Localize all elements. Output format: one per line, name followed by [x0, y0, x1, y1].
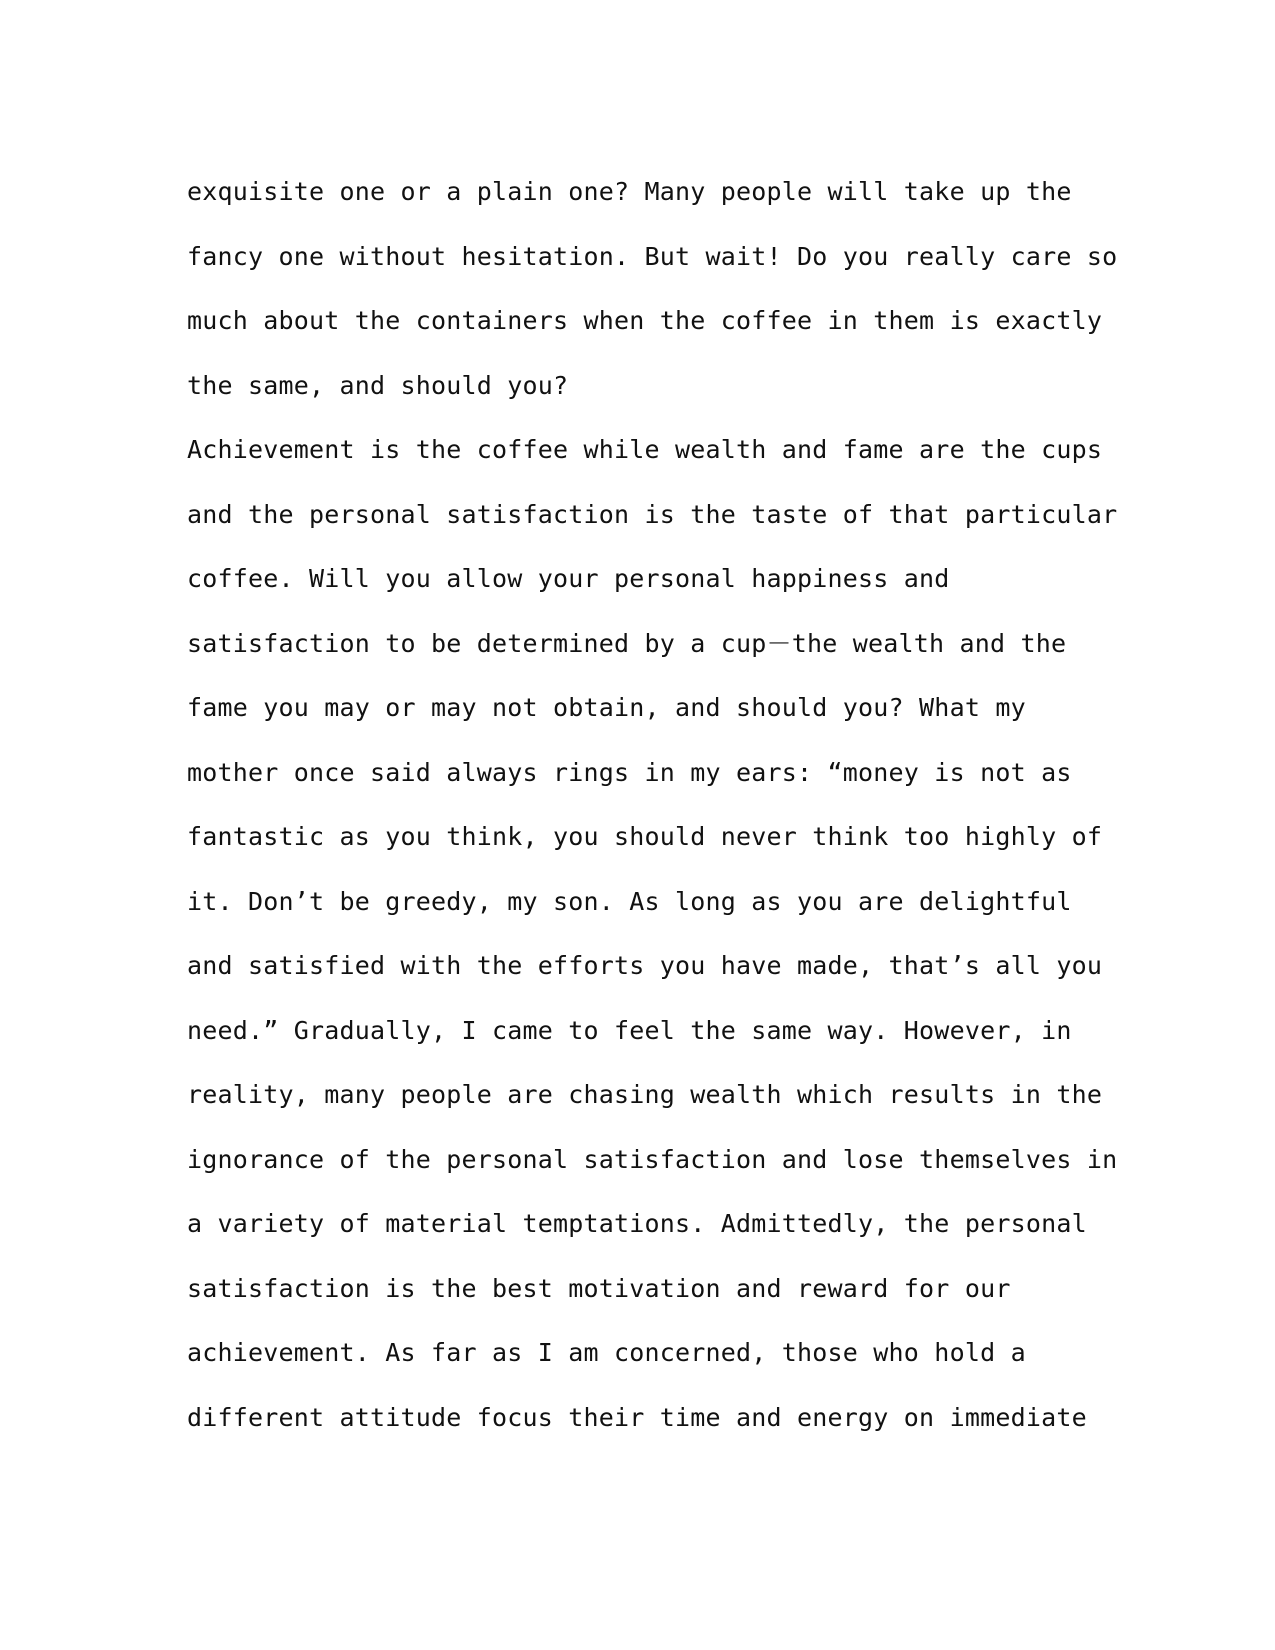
text-line: need.” Gradually, I came to feel the same way. However, in: [187, 1015, 1072, 1045]
body-text: [187, 160, 1118, 1450]
text-line: achievement. As far as I am concerned, those who hold a: [187, 1338, 1026, 1367]
text-line: fancy one without hesitation. But wait! Do you really care so: [187, 241, 1118, 271]
text-line: mother once said always rings in my ears: “money is not as: [187, 757, 1072, 787]
text-line: coffee. Will you allow your personal happiness and: [187, 564, 950, 593]
text-line: different attitude focus their time and energy on immediate: [187, 1402, 1087, 1432]
text-line: a variety of material temptations. Admittedly, the personal: [187, 1209, 1087, 1238]
text-line: and satisfied with the efforts you have made, that’s all you: [187, 951, 1103, 980]
text-line: Achievement is the coffee while wealth and fame are the cups: [187, 435, 1103, 464]
text-line: satisfaction to be determined by a cup－the wealth and the: [187, 628, 1067, 658]
text-line: and the personal satisfaction is the taste of that particular: [187, 499, 1118, 529]
text-line: reality, many people are chasing wealth which results in the: [187, 1080, 1103, 1109]
text-line: satisfaction is the best motivation and reward for our: [187, 1273, 1011, 1303]
text-line: it. Don’t be greedy, my son. As long as you are delightful: [187, 886, 1072, 916]
text-line: fantastic as you think, you should never think too highly of: [187, 822, 1103, 851]
text-line: exquisite one or a plain one? Many people will take up the: [187, 177, 1072, 206]
text-line: much about the containers when the coffee in them is exactly: [187, 306, 1103, 335]
text-line: ignorance of the personal satisfaction and lose themselves in: [187, 1144, 1118, 1174]
text-line: fame you may or may not obtain, and should you? What my: [187, 693, 1026, 722]
text-line: the same, and should you?: [187, 370, 569, 400]
